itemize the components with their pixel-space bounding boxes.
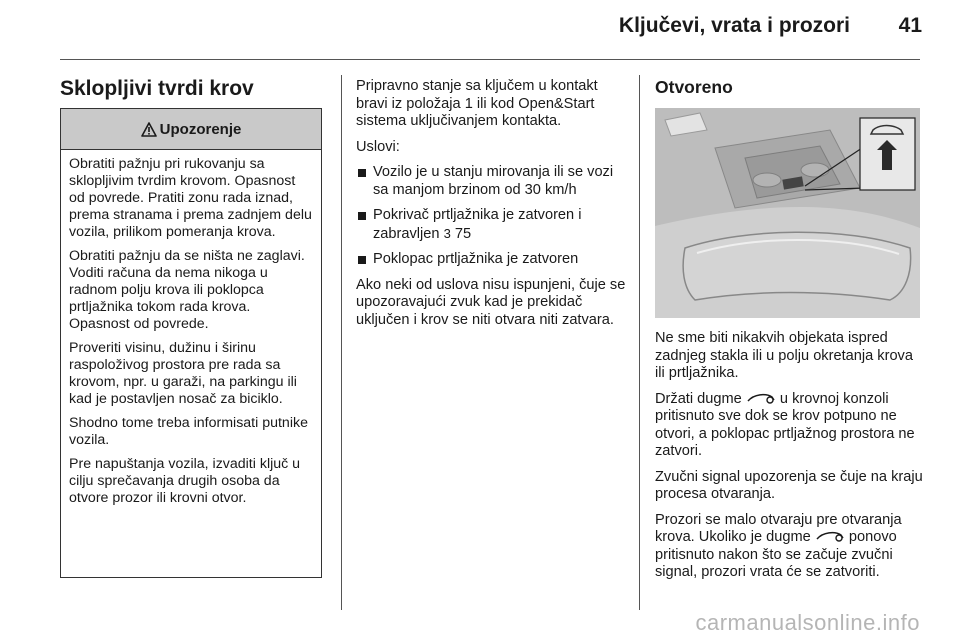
warning-paragraph: Obratiti pažnju da se ništa ne zaglavi. Voditi računa da nema nikoga u radnom polju krova ili poklopca prtljažnika tokom rada krova. Opasnost od povrede. <box>69 248 305 332</box>
page-reference-arrow-icon: 3 <box>443 225 451 241</box>
page-header-title: Ključevi, vrata i prozori <box>618 14 850 37</box>
list-item-text: Poklopac prtljažnika je zatvoren <box>373 251 579 267</box>
paragraph-text: Prozori se malo otvaraju pre otvaranja krova. Ukoliko je dugme <box>655 511 902 545</box>
header-divider <box>60 59 920 60</box>
page-number: 41 <box>898 14 922 37</box>
section-title: Sklopljivi tvrdi krov <box>60 77 254 100</box>
warning-paragraph: Shodno tome treba informisati putnike vozila. <box>69 415 308 448</box>
right-column <box>655 330 923 590</box>
bullet-icon <box>358 212 366 220</box>
roof-console-open-button-illustration <box>655 108 920 318</box>
warning-triangle-icon <box>141 122 157 137</box>
paragraph <box>655 512 923 582</box>
list-item-text: Pokrivač prtljažnika je zatvoren i zabravljen <box>373 207 582 242</box>
middle-column <box>356 78 626 337</box>
warning-title: Upozorenje <box>159 120 242 138</box>
roof-open-icon <box>746 392 776 404</box>
column-divider <box>341 75 342 610</box>
paragraph-text: Držati dugme <box>655 390 746 407</box>
warning-body <box>61 150 321 507</box>
list-item-text: Vozilo je u stanju mirovanja ili se vozi sa manjom brzinom od 30 km/h <box>373 164 614 198</box>
column-divider <box>639 75 640 610</box>
paragraph <box>655 391 923 461</box>
paragraph: Ne sme biti nikakvih objekata ispred zadnjeg stakla ili u polju okretanja krova ili prtljažnika. <box>655 330 913 381</box>
page-reference-link[interactable]: 75 <box>450 225 472 242</box>
conditions-list <box>356 164 626 269</box>
bullet-icon <box>358 256 366 264</box>
paragraph: Zvučni signal upozorenja se čuje na kraju procesa otvaranja. <box>655 468 923 502</box>
paragraph-text: u krovnoj konzoli pritisnuto sve dok se krov potpuno ne otvori, a poklopac prtljažnog prostora ne zatvori. <box>655 390 915 459</box>
bullet-icon <box>358 169 366 177</box>
paragraph-text: ponovo pritisnuto nakon što se začuje zvučni signal, prozori vrata će se zatvoriti. <box>655 529 897 580</box>
conditions-label: Uslovi: <box>356 138 400 155</box>
warning-header <box>61 109 321 150</box>
subsection-title: Otvoreno <box>655 77 733 97</box>
warning-box <box>60 108 322 578</box>
list-item <box>356 164 626 199</box>
roof-open-icon <box>815 530 845 542</box>
closing-paragraph: Ako neki od uslova nisu ispunjeni, čuje se upozoravajući zvuk kad je prekidač uključen i krov se niti otvara niti zatvara. <box>356 276 626 328</box>
list-item <box>356 251 626 269</box>
intro-paragraph: Pripravno stanje sa ključem u kontakt bravi iz položaja 1 ili kod Open&Start sistema uključivanjem kontakta. <box>356 78 598 129</box>
warning-paragraph: Obratiti pažnju pri rukovanju sa sklopljivim tvrdim krovom. Opasnost od povrede. Pratiti zonu rada iznad, prema stranama i prema zadnjem delu vozila, prilikom pomeranja krova. <box>69 156 312 240</box>
watermark: carmanualsonline.info <box>695 610 920 635</box>
list-item <box>356 207 626 243</box>
warning-paragraph: Proveriti visinu, dužinu i širinu raspoloživog prostora pre rada sa krovom, npr. u garaži, na parkingu ili kad je postavljen nosač za biciklo. <box>69 340 297 407</box>
warning-paragraph: Pre napuštanja vozila, izvaditi ključ u cilju sprečavanja drugih osoba da otvore prozor ili krovni otvor. <box>69 456 301 506</box>
